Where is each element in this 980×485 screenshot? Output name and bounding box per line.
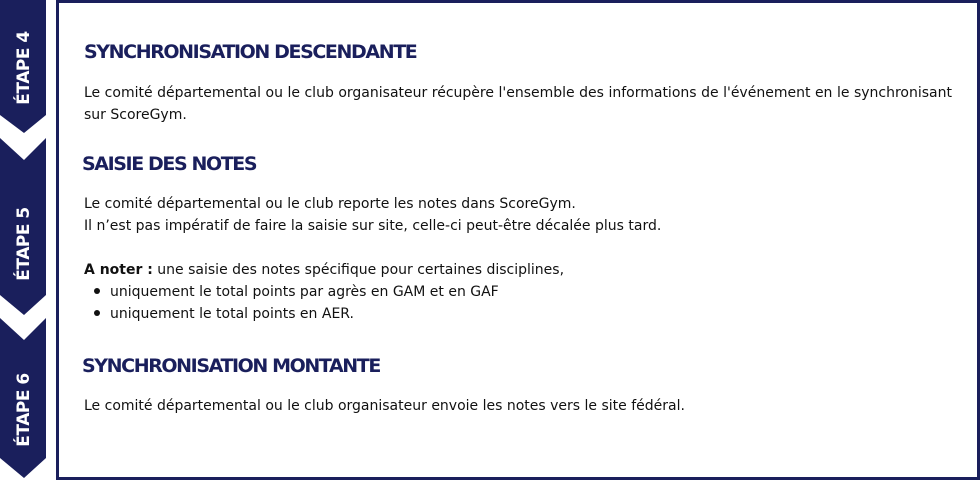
saisie-line-2: Il n’est pas impératif de faire la saisie sur site, celle-ci peut-être décalée plus tard. bbox=[84, 218, 662, 234]
saisie-line-1: Le comité départemental ou le club reporte les notes dans ScoreGym. bbox=[84, 196, 576, 212]
section-title-synchronisation-montante: SYNCHRONISATION MONTANTE bbox=[82, 355, 380, 377]
list-item bbox=[84, 281, 499, 303]
section-text-synchronisation-descendante: Le comité départemental ou le club organisateur récupère l'ensemble des informations de l'événement en le synchronisant sur ScoreGym. bbox=[84, 85, 952, 123]
step-5-label: ÉTAPE 5 bbox=[14, 207, 34, 281]
section-title-synchronisation-descendante: SYNCHRONISATION DESCENDANTE bbox=[84, 41, 417, 63]
step-4-label: ÉTAPE 4 bbox=[14, 31, 34, 105]
note-label: A noter : bbox=[84, 262, 153, 278]
bullet-icon bbox=[94, 310, 100, 316]
bullet-icon bbox=[94, 288, 100, 294]
step-6-label: ÉTAPE 6 bbox=[14, 373, 34, 447]
note-text: une saisie des notes spécifique pour certaines disciplines, bbox=[152, 262, 565, 278]
section-title-saisie-des-notes: SAISIE DES NOTES bbox=[82, 153, 257, 175]
note-paragraph bbox=[84, 259, 564, 281]
list-item bbox=[84, 303, 354, 325]
step-progress-bar bbox=[0, 0, 48, 480]
bullet-text: uniquement le total points par agrès en GAM et en GAF bbox=[110, 284, 499, 300]
section-text-synchronisation-montante: Le comité départemental ou le club organisateur envoie les notes vers le site fédéral. bbox=[84, 398, 685, 414]
bullet-text: uniquement le total points en AER. bbox=[110, 306, 354, 322]
